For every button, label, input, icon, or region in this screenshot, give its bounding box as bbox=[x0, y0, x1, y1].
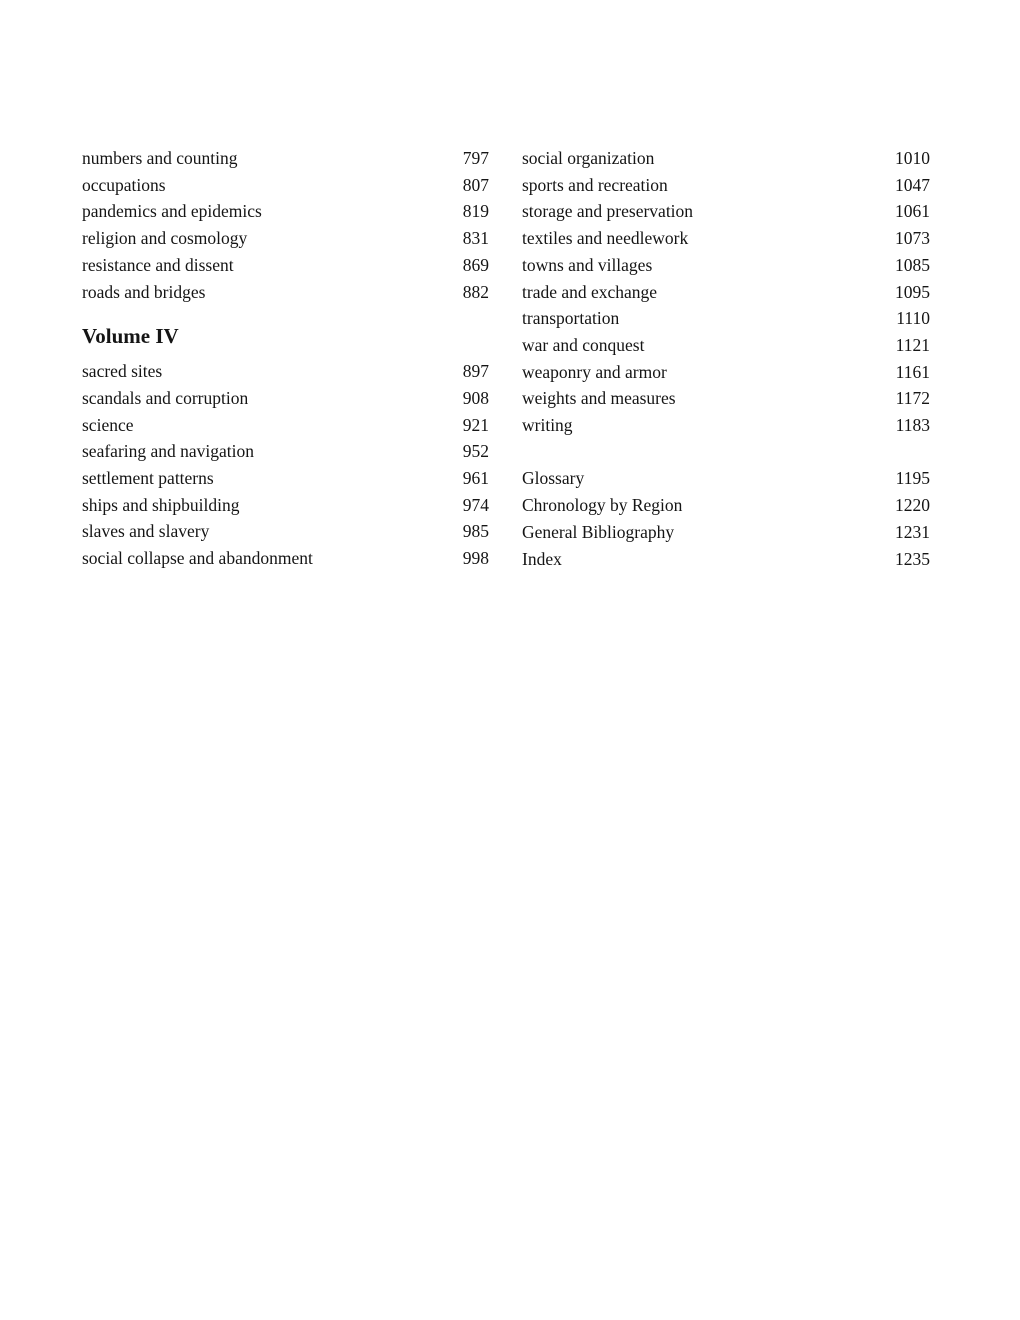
toc-entry bbox=[82, 172, 489, 199]
toc-entry-title: writing bbox=[522, 415, 573, 436]
toc-entry bbox=[522, 279, 930, 306]
toc-entry-page: 908 bbox=[462, 387, 489, 408]
toc-entry-page: 974 bbox=[462, 494, 489, 515]
toc-entry bbox=[522, 359, 930, 386]
toc-entry-title: towns and villages bbox=[522, 254, 653, 275]
toc-entry bbox=[522, 492, 930, 519]
toc-entry-title: numbers and counting bbox=[82, 148, 238, 168]
column-gap bbox=[522, 439, 930, 466]
toc-entry-page: 921 bbox=[462, 414, 489, 435]
toc-entry-title: trade and exchange bbox=[522, 281, 658, 302]
toc-entry-title: Chronology by Region bbox=[522, 495, 683, 516]
toc-entry bbox=[82, 438, 489, 465]
toc-entry-title: occupations bbox=[82, 174, 166, 195]
toc-entry-title: storage and preservation bbox=[522, 201, 694, 222]
toc-entry bbox=[522, 332, 930, 359]
toc-entry bbox=[82, 145, 489, 172]
toc-entry-title: social collapse and abandonment bbox=[82, 548, 313, 569]
toc-entry-page: 1235 bbox=[895, 548, 930, 569]
toc-entry bbox=[522, 519, 930, 546]
toc-entry bbox=[82, 545, 489, 572]
toc-entry-page: 1095 bbox=[895, 281, 930, 302]
toc-entry-title: social organization bbox=[522, 148, 655, 168]
toc-entry-title: religion and cosmology bbox=[82, 228, 248, 249]
toc-entry bbox=[522, 145, 930, 172]
toc-entry-page: 1047 bbox=[895, 174, 930, 195]
toc-entry bbox=[82, 465, 489, 492]
toc-entry-page: 961 bbox=[462, 468, 489, 489]
toc-entry-page: 985 bbox=[462, 521, 489, 542]
toc-entry-title: weights and measures bbox=[522, 388, 676, 409]
toc-entry-title: Index bbox=[522, 548, 562, 569]
toc-entry-page: 1231 bbox=[895, 521, 930, 542]
toc-entry-page: 1183 bbox=[895, 415, 930, 436]
toc-entry bbox=[522, 252, 930, 279]
toc-entry-title: settlement patterns bbox=[82, 468, 214, 489]
toc-entry-page: 1195 bbox=[895, 468, 930, 489]
toc-entry bbox=[522, 225, 930, 252]
toc-entry-page: 1110 bbox=[896, 308, 930, 329]
toc-entry-title: roads and bridges bbox=[82, 281, 206, 302]
toc-entry bbox=[522, 385, 930, 412]
toc-entry-title: textiles and needlework bbox=[522, 228, 689, 249]
toc-entry-page: 1161 bbox=[895, 361, 930, 382]
toc-entry-title: General Bibliography bbox=[522, 521, 675, 542]
toc-entry-page: 819 bbox=[462, 201, 489, 222]
toc-entry-title: pandemics and epidemics bbox=[82, 201, 262, 222]
toc-entry bbox=[82, 225, 489, 252]
toc-entry bbox=[522, 546, 930, 573]
toc-entry-page: 1172 bbox=[895, 388, 930, 409]
toc-entry-title: war and conquest bbox=[522, 334, 645, 355]
toc-entry-title: Glossary bbox=[522, 468, 585, 489]
toc-entry-page: 1061 bbox=[895, 201, 930, 222]
toc-entry-page: 1121 bbox=[895, 334, 930, 355]
toc-entry-page: 882 bbox=[462, 281, 489, 302]
toc-entry bbox=[82, 385, 489, 412]
toc-right-column bbox=[522, 145, 930, 572]
toc-entry bbox=[82, 279, 489, 306]
toc-entry-page: 1220 bbox=[895, 495, 930, 516]
toc-entry-page: 998 bbox=[462, 548, 489, 569]
toc-entry-title: slaves and slavery bbox=[82, 521, 210, 542]
toc-page bbox=[82, 145, 930, 572]
toc-entry bbox=[82, 252, 489, 279]
toc-entry bbox=[82, 198, 489, 225]
toc-entry-page: 869 bbox=[462, 254, 489, 275]
toc-entry-page: 1010 bbox=[895, 148, 930, 168]
toc-entry bbox=[522, 305, 930, 332]
toc-entry-page: 1085 bbox=[895, 254, 930, 275]
toc-entry-title: sacred sites bbox=[82, 361, 163, 382]
toc-entry bbox=[522, 172, 930, 199]
toc-entry-title: sports and recreation bbox=[522, 174, 668, 195]
toc-entry bbox=[522, 412, 930, 439]
toc-entry bbox=[82, 518, 489, 545]
toc-entry bbox=[82, 412, 489, 439]
toc-entry bbox=[522, 198, 930, 225]
toc-entry-page: 1073 bbox=[895, 228, 930, 249]
toc-entry-page: 831 bbox=[462, 228, 489, 249]
toc-entry bbox=[82, 492, 489, 519]
toc-entry-title: transportation bbox=[522, 308, 620, 329]
toc-entry-page: 952 bbox=[462, 441, 489, 462]
toc-entry-page: 807 bbox=[462, 174, 489, 195]
toc-entry-title: scandals and corruption bbox=[82, 387, 249, 408]
toc-entry-page: 797 bbox=[462, 148, 489, 168]
toc-entry-page: 897 bbox=[462, 361, 489, 382]
toc-left-column bbox=[82, 145, 489, 572]
toc-entry bbox=[522, 465, 930, 492]
toc-entry-title: science bbox=[82, 414, 134, 435]
toc-entry-title: ships and shipbuilding bbox=[82, 494, 240, 515]
toc-entry-title: resistance and dissent bbox=[82, 254, 234, 275]
toc-entry bbox=[82, 358, 489, 385]
toc-entry-title: seafaring and navigation bbox=[82, 441, 255, 462]
volume-heading: Volume IV bbox=[82, 324, 179, 349]
toc-entry-title: weaponry and armor bbox=[522, 361, 667, 382]
